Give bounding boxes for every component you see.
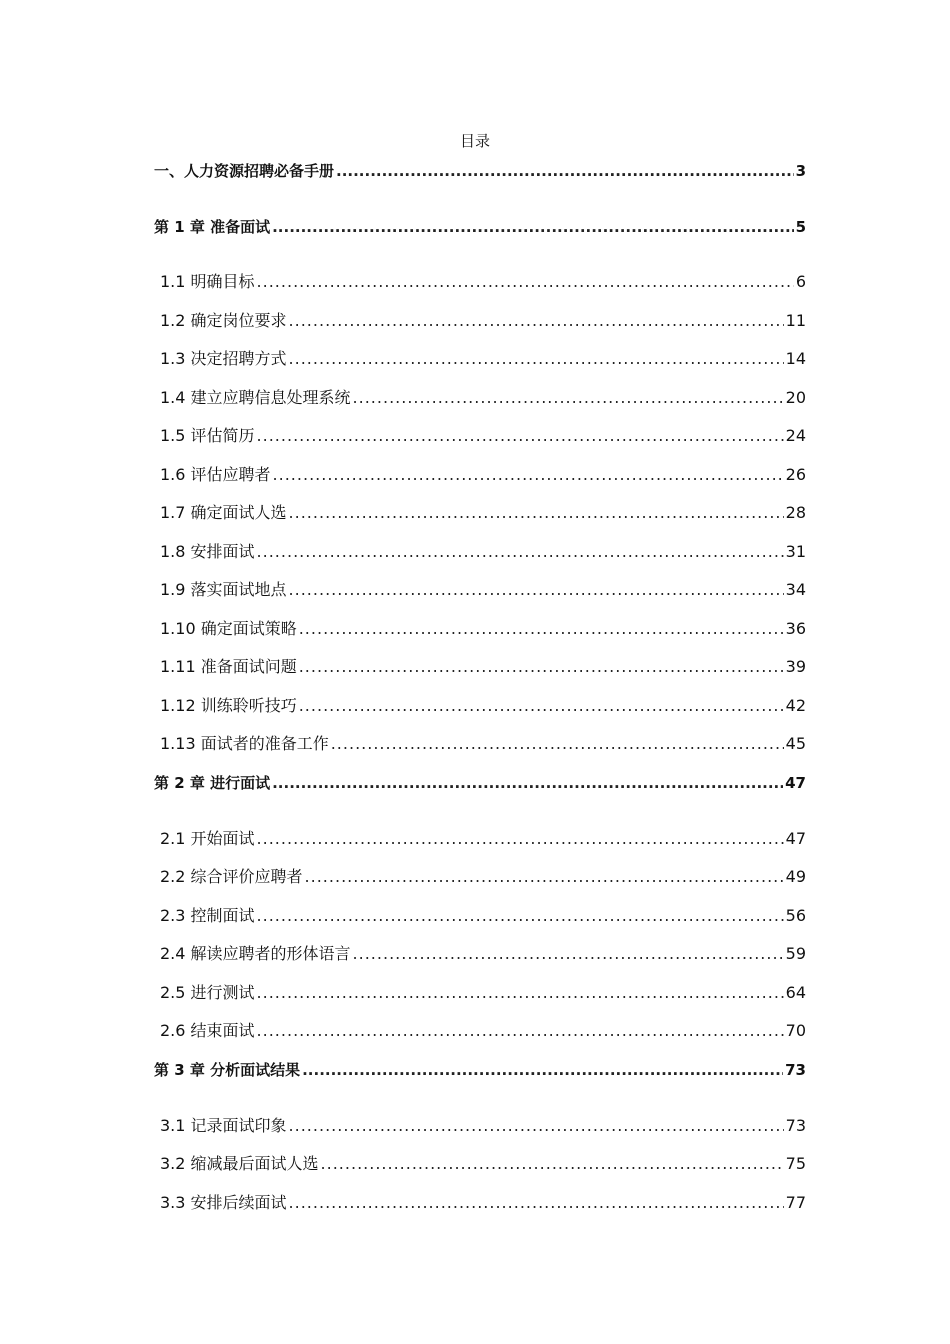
toc-entry-label: 1.6 评估应聘者 xyxy=(160,465,271,484)
toc-entry-page: 26 xyxy=(785,465,806,484)
dot-leader xyxy=(289,502,784,524)
toc-entry-page: 73 xyxy=(785,1116,806,1135)
toc-entry[interactable] xyxy=(160,866,806,888)
dot-leader xyxy=(272,216,793,238)
dot-leader xyxy=(257,1020,784,1042)
toc-entry-page: 6 xyxy=(795,272,806,291)
toc-entry[interactable] xyxy=(160,1192,806,1214)
toc-entry[interactable] xyxy=(160,1020,806,1042)
toc-entry[interactable] xyxy=(160,905,806,927)
dot-leader xyxy=(321,1153,784,1175)
dot-leader xyxy=(289,1115,784,1137)
toc-entry[interactable] xyxy=(160,310,806,332)
toc-entry-label: 2.4 解读应聘者的形体语言 xyxy=(160,944,351,963)
toc-entry-page: 56 xyxy=(785,906,806,925)
toc-entry-page: 31 xyxy=(785,542,806,561)
toc-entry[interactable] xyxy=(160,943,806,965)
toc-entry-label: 1.13 面试者的准备工作 xyxy=(160,734,329,753)
toc-entry-page: 34 xyxy=(785,580,806,599)
toc-entry-page: 49 xyxy=(785,867,806,886)
toc-entry-page: 42 xyxy=(785,696,806,715)
toc-entry-page: 36 xyxy=(785,619,806,638)
dot-leader xyxy=(299,618,784,640)
toc-entry-label: 2.5 进行测试 xyxy=(160,983,255,1002)
toc-entry[interactable] xyxy=(160,656,806,678)
toc-entry[interactable] xyxy=(160,1153,806,1175)
toc-entry-page: 47 xyxy=(785,774,806,792)
dot-leader xyxy=(353,387,784,409)
toc-entry-label: 3.2 缩减最后面试人选 xyxy=(160,1154,319,1173)
toc-entry[interactable] xyxy=(160,618,806,640)
dot-leader xyxy=(272,772,783,794)
toc-entry-label: 1.2 确定岗位要求 xyxy=(160,311,287,330)
toc-entry-page: 45 xyxy=(785,734,806,753)
dot-leader xyxy=(257,541,784,563)
toc-entry-page: 75 xyxy=(785,1154,806,1173)
toc-title: 目录 xyxy=(459,132,490,150)
toc-entry-page: 11 xyxy=(785,311,806,330)
toc-entry[interactable] xyxy=(160,387,806,409)
dot-leader xyxy=(289,579,784,601)
toc-entry-label: 2.1 开始面试 xyxy=(160,829,255,848)
dot-leader xyxy=(305,866,784,888)
toc-entry-page: 64 xyxy=(785,983,806,1002)
toc-entry-page: 47 xyxy=(785,829,806,848)
toc-entry[interactable] xyxy=(160,982,806,1004)
dot-leader xyxy=(289,1192,784,1214)
toc-entry-label: 1.7 确定面试人选 xyxy=(160,503,287,522)
toc-entry-label: 一、人力资源招聘必备手册 xyxy=(154,162,335,180)
toc-entry-page: 14 xyxy=(785,349,806,368)
toc-entry-label: 第 1 章 准备面试 xyxy=(154,218,271,236)
toc-entry[interactable] xyxy=(154,216,806,238)
toc-entry-label: 1.5 评估简历 xyxy=(160,426,255,445)
toc-entry-label: 2.6 结束面试 xyxy=(160,1021,255,1040)
dot-leader xyxy=(289,348,784,370)
toc-entry[interactable] xyxy=(160,502,806,524)
toc-entry[interactable] xyxy=(160,464,806,486)
dot-leader xyxy=(336,160,794,182)
toc-entry-label: 1.12 训练聆听技巧 xyxy=(160,696,297,715)
toc-entry-page: 39 xyxy=(785,657,806,676)
toc-entry-page: 20 xyxy=(785,388,806,407)
dot-leader xyxy=(257,905,784,927)
toc-entry[interactable] xyxy=(160,425,806,447)
toc-entry[interactable] xyxy=(154,160,806,182)
toc-entry-page: 59 xyxy=(785,944,806,963)
dot-leader xyxy=(273,464,784,486)
toc-entry-label: 1.1 明确目标 xyxy=(160,272,255,291)
toc-entry[interactable] xyxy=(160,733,806,755)
toc-entry[interactable] xyxy=(154,772,806,794)
toc-entry[interactable] xyxy=(160,828,806,850)
toc-entry-page: 77 xyxy=(785,1193,806,1212)
toc-entry[interactable] xyxy=(160,271,806,293)
dot-leader xyxy=(299,695,784,717)
dot-leader xyxy=(257,271,794,293)
dot-leader xyxy=(331,733,784,755)
toc-entry-label: 1.9 落实面试地点 xyxy=(160,580,287,599)
toc-entry-label: 第 2 章 进行面试 xyxy=(154,774,271,792)
toc-entry[interactable] xyxy=(160,579,806,601)
dot-leader xyxy=(257,982,784,1004)
toc-entry-label: 1.10 确定面试策略 xyxy=(160,619,297,638)
toc-entry-label: 2.3 控制面试 xyxy=(160,906,255,925)
toc-entry-label: 第 3 章 分析面试结果 xyxy=(154,1061,301,1079)
dot-leader xyxy=(257,425,784,447)
toc-entry-page: 24 xyxy=(785,426,806,445)
toc-entry-label: 1.3 决定招聘方式 xyxy=(160,349,287,368)
toc-entry-label: 3.1 记录面试印象 xyxy=(160,1116,287,1135)
toc-entry[interactable] xyxy=(160,695,806,717)
toc-entry[interactable] xyxy=(160,1115,806,1137)
dot-leader xyxy=(299,656,784,678)
toc-entry-page: 70 xyxy=(785,1021,806,1040)
toc-entry-page: 73 xyxy=(785,1061,806,1079)
toc-entry[interactable] xyxy=(160,541,806,563)
toc-entry[interactable] xyxy=(160,348,806,370)
dot-leader xyxy=(353,943,784,965)
toc-entry-page: 5 xyxy=(795,218,806,236)
toc-entry-page: 3 xyxy=(795,162,806,180)
toc-entry-page: 28 xyxy=(785,503,806,522)
toc-entry-label: 1.11 准备面试问题 xyxy=(160,657,297,676)
toc-entry[interactable] xyxy=(154,1059,806,1081)
toc-entry-label: 1.4 建立应聘信息处理系统 xyxy=(160,388,351,407)
dot-leader xyxy=(302,1059,783,1081)
toc-entry-label: 1.8 安排面试 xyxy=(160,542,255,561)
toc-entry-label: 2.2 综合评价应聘者 xyxy=(160,867,303,886)
toc-entry-label: 3.3 安排后续面试 xyxy=(160,1193,287,1212)
dot-leader xyxy=(289,310,784,332)
dot-leader xyxy=(257,828,784,850)
